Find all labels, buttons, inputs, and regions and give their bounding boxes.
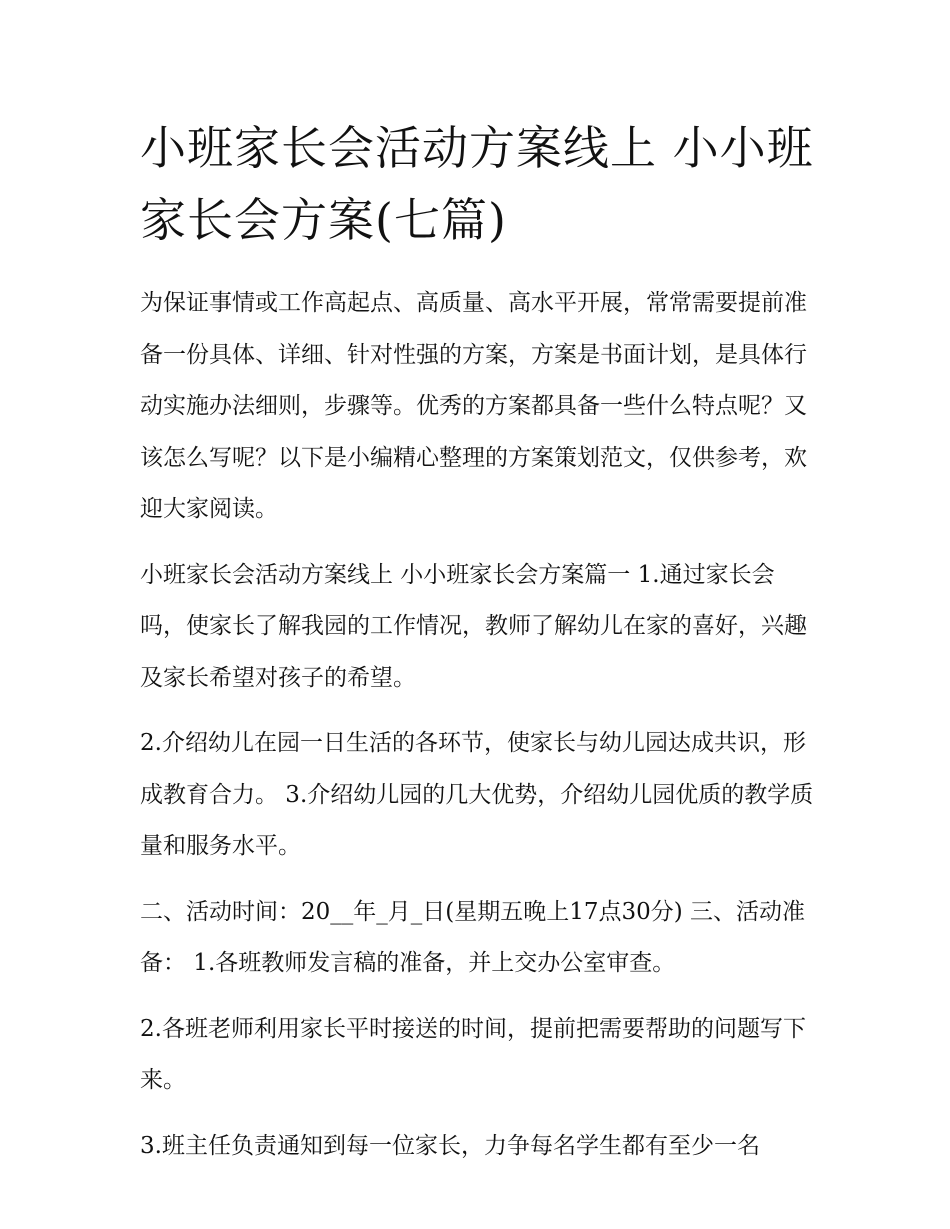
paragraph-2: 2.介绍幼儿在园一日生活的各环节，使家长与幼儿园达成共识，形成教育合力。 3.介绍幼儿园的几大优势，介绍幼儿园优质的教学质量和服务水平。 [140, 730, 814, 859]
paragraph-3: 二、活动时间：20__年_月_日(星期五晚上17点30分) 三、活动准备： 1.各班教师发言稿的准备，并上交办公室审查。 [140, 898, 806, 976]
paragraph-1: 小班家长会活动方案线上 小小班家长会方案篇一 1.通过家长会吗，使家长了解我园的工作情况，教师了解幼儿在家的喜好，兴趣及家长希望对孩子的希望。 [140, 561, 807, 691]
paragraph-intro: 为保证事情或工作高起点、高质量、高水平开展，常常需要提前准备一份具体、详细、针对性强的方案，方案是书面计划，是具体行动实施办法细则，步骤等。优秀的方案都具备一些什么特点呢？又该怎么写呢？以下是小编精心整理的方案策划范文，仅供参考，欢迎大家阅读。 [140, 290, 807, 522]
document-title: 小班家长会活动方案线上 小小班家长会方案(七篇) [140, 121, 814, 247]
document-body [140, 112, 820, 1172]
paragraph-4: 2.各班老师利用家长平时接送的时间，提前把需要帮助的问题写下来。 [140, 1015, 806, 1093]
paragraph-5: 3.班主任负责通知到每一位家长，力争每名学生都有至少一名 [140, 1132, 760, 1159]
